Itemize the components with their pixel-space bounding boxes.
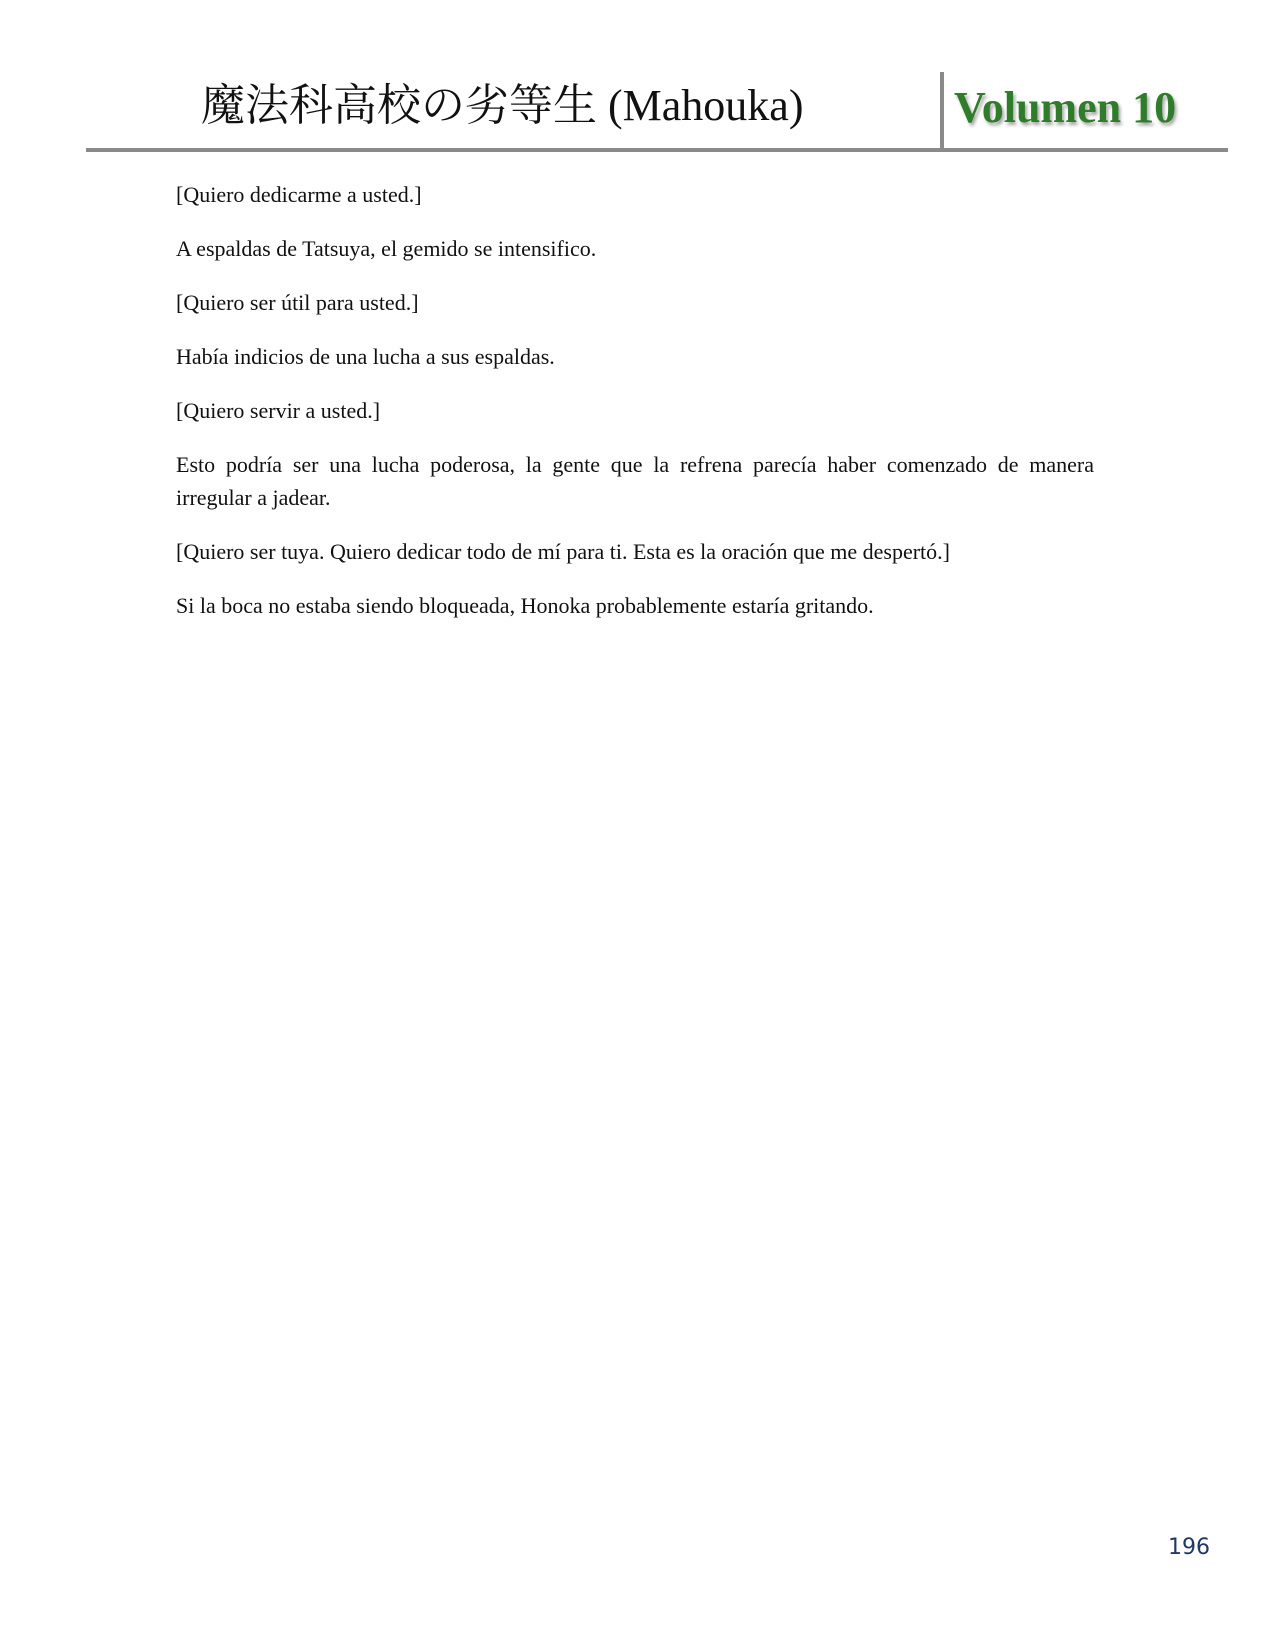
paragraph: [Quiero dedicarme a usted.] (176, 182, 422, 207)
paragraph: [Quiero ser tuya. Quiero dedicar todo de mí para ti. Esta es la oración que me despertó.] (176, 539, 950, 564)
paragraph: Si la boca no estaba siendo bloqueada, Honoka probablemente estaría gritando. (176, 593, 874, 618)
paragraph: A espaldas de Tatsuya, el gemido se intensifico. (176, 236, 597, 261)
volume-label: Volumen 10 (954, 83, 1177, 132)
header-divider (940, 72, 944, 150)
book-title: 魔法科高校の劣等生 (Mahouka) (201, 81, 804, 130)
paragraph: [Quiero ser útil para usted.] (176, 290, 419, 315)
paragraph: [Quiero servir a usted.] (176, 398, 381, 423)
page-body (176, 178, 1094, 643)
page-number: 196 (1168, 1535, 1210, 1560)
page-header (86, 70, 1228, 150)
header-rule (86, 148, 1228, 152)
paragraph: Esto podría ser una lucha poderosa, la gente que la refrena parecía haber comenzado de manera irregular a jadear. (176, 452, 1094, 510)
paragraph: Había indicios de una lucha a sus espaldas. (176, 344, 555, 369)
